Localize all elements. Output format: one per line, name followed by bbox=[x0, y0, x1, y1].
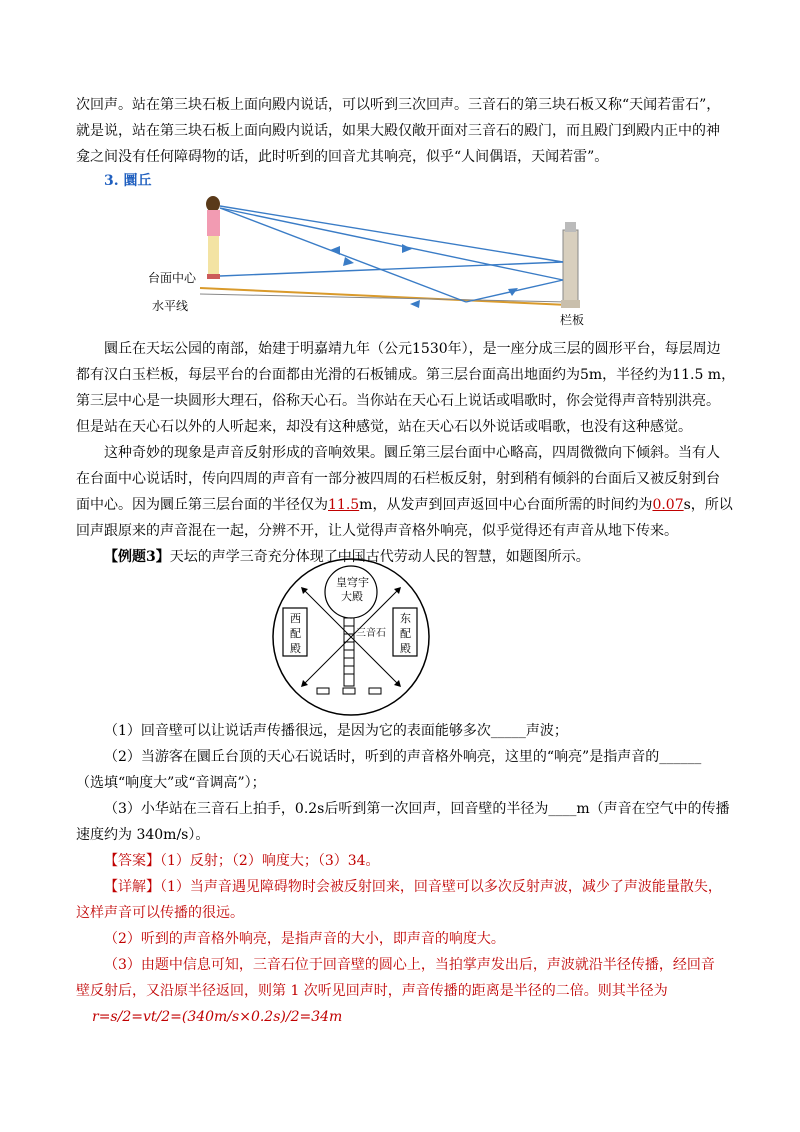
question-1: （1）回音壁可以让说话声传播很远，是因为它的表面能够多次_____声波； bbox=[104, 723, 568, 739]
east-label-2: 配 bbox=[400, 627, 411, 640]
three-tone-stone-label: 三音石 bbox=[356, 628, 386, 639]
answer-line bbox=[104, 848, 380, 874]
girl-figure bbox=[206, 196, 220, 279]
question-3-line-2: 速度约为 340m/s）。 bbox=[76, 827, 210, 843]
answer-tag: 【答案】 bbox=[104, 853, 160, 869]
detail-line-5: 壁反射后，又沿原半径返回，则第 1 次听见回声时，声音传播的距离是半径的二倍。则其半径为 bbox=[76, 983, 668, 999]
sound-rays bbox=[220, 206, 563, 302]
radius-value: 11.5 bbox=[328, 497, 360, 513]
label-railing: 栏板 bbox=[560, 313, 585, 327]
detail-formula: r=s/2=vt/2=(340m/s×0.2s)/2=34m bbox=[92, 1009, 343, 1025]
west-label-3: 殿 bbox=[290, 642, 301, 655]
para2-line-3: 面中心。因为圜丘第三层台面的半径仅为11.5m，从发声到回声返回中心台面所需的时间约为0.07s，所以 bbox=[76, 497, 733, 513]
detail-line-3: （2）听到的声音格外响亮，是指声音的大小，即声音的响度大。 bbox=[104, 931, 505, 947]
para1-line-2: 都有汉白玉栏板，每层平台的台面都由光滑的石板铺成。第三层台面高出地面约为5m，半径约为11.5 m， bbox=[76, 367, 736, 383]
para2-line-4: 回声跟原来的声音混在一起，分辨不开，让人觉得声音格外响亮，似乎觉得还有声音从地下传来。 bbox=[76, 523, 678, 539]
time-value: 0.07 bbox=[652, 497, 684, 513]
intro-line-1: 次回声。站在第三块石板上面向殿内说话，可以听到三次回声。三音石的第三块石板又称“天闻若雷石”， bbox=[76, 97, 721, 113]
question-2-line-2: （选填“响度大”或“音调高”）； bbox=[76, 775, 266, 791]
para1-line-4: 但是站在天心石以外的人听起来，却没有这种感觉，站在天心石以外说话或唱歌，也没有这种感觉。 bbox=[76, 419, 692, 435]
example-tag: 【例题3】 bbox=[104, 549, 170, 565]
answer-text: （1）反射；（2）响度大；（3）34。 bbox=[160, 853, 380, 869]
vault-label-1: 皇穹宇 bbox=[336, 576, 369, 589]
label-platform-center: 台面中心 bbox=[148, 271, 197, 285]
detail-line-1: 【详解】（1）当声音遇见障碍物时会被反射回来，回音壁可以多次反射声波，减少了声波能量散失， bbox=[104, 879, 722, 895]
vault-label-2: 大殿 bbox=[341, 590, 363, 603]
question-2-line-1: （2）当游客在圜丘台顶的天心石说话时，听到的声音格外响亮，这里的“响亮”是指声音的______ bbox=[104, 749, 702, 765]
east-label-3: 殿 bbox=[400, 642, 411, 655]
railing-figure bbox=[561, 222, 580, 308]
para1-line-1: 圜丘在天坛公园的南部，始建于明嘉靖九年（公元1530年），是一座分成三层的圆形平台，每层周边 bbox=[104, 341, 721, 357]
west-label-1: 西 bbox=[290, 612, 301, 625]
intro-line-2: 就是说，站在第三块石板上面向殿内说话，如果大殿仅敞开面对三音石的殿门，而且殿门到殿内正中的神 bbox=[76, 123, 720, 139]
para2-line-2: 在台面中心说话时，传向四周的声音有一部分被四周的石栏板反射，射到稍有倾斜的台面后又被反射到台 bbox=[76, 471, 720, 487]
detail-tag: 【详解】 bbox=[104, 879, 160, 895]
detail-line-2: 这样声音可以传播的很远。 bbox=[76, 905, 244, 921]
west-label-2: 配 bbox=[290, 627, 301, 640]
intro-line-3: 龛之间没有任何障碍物的话，此时听到的回音尤其响亮，似乎“人间偶语，天闻若雷”。 bbox=[76, 149, 609, 165]
east-label-1: 东 bbox=[400, 612, 411, 625]
example-line: 【例题3】天坛的声学三奇充分体现了中国古代劳动人民的智慧，如题图所示。 bbox=[104, 549, 590, 565]
label-horizontal-line: 水平线 bbox=[152, 299, 189, 313]
circular-mound-figure bbox=[140, 190, 600, 330]
para2-line-1: 这种奇妙的现象是声音反射形成的音响效果。圜丘第三层台面中心略高，四周微微向下倾斜。当有人 bbox=[104, 445, 720, 461]
horizontal-line bbox=[200, 294, 568, 302]
section-heading: 3. 圜丘 bbox=[104, 173, 152, 189]
stone-path bbox=[344, 618, 354, 686]
detail-line-4: （3）由题中信息可知，三音石位于回音壁的圆心上，当拍掌声发出后，声波就沿半径传播，经回音 bbox=[104, 957, 715, 973]
para1-line-3: 第三层中心是一块圆形大理石，俗称天心石。当你站在天心石上说话或唱歌时，你会觉得声音特别洪亮。 bbox=[76, 393, 720, 409]
gate-blocks bbox=[317, 688, 381, 694]
question-3-line-1: （3）小华站在三音石上拍手，0.2s后听到第一次回声，回音壁的半径为____m（声音在空气中的传播 bbox=[104, 801, 730, 817]
